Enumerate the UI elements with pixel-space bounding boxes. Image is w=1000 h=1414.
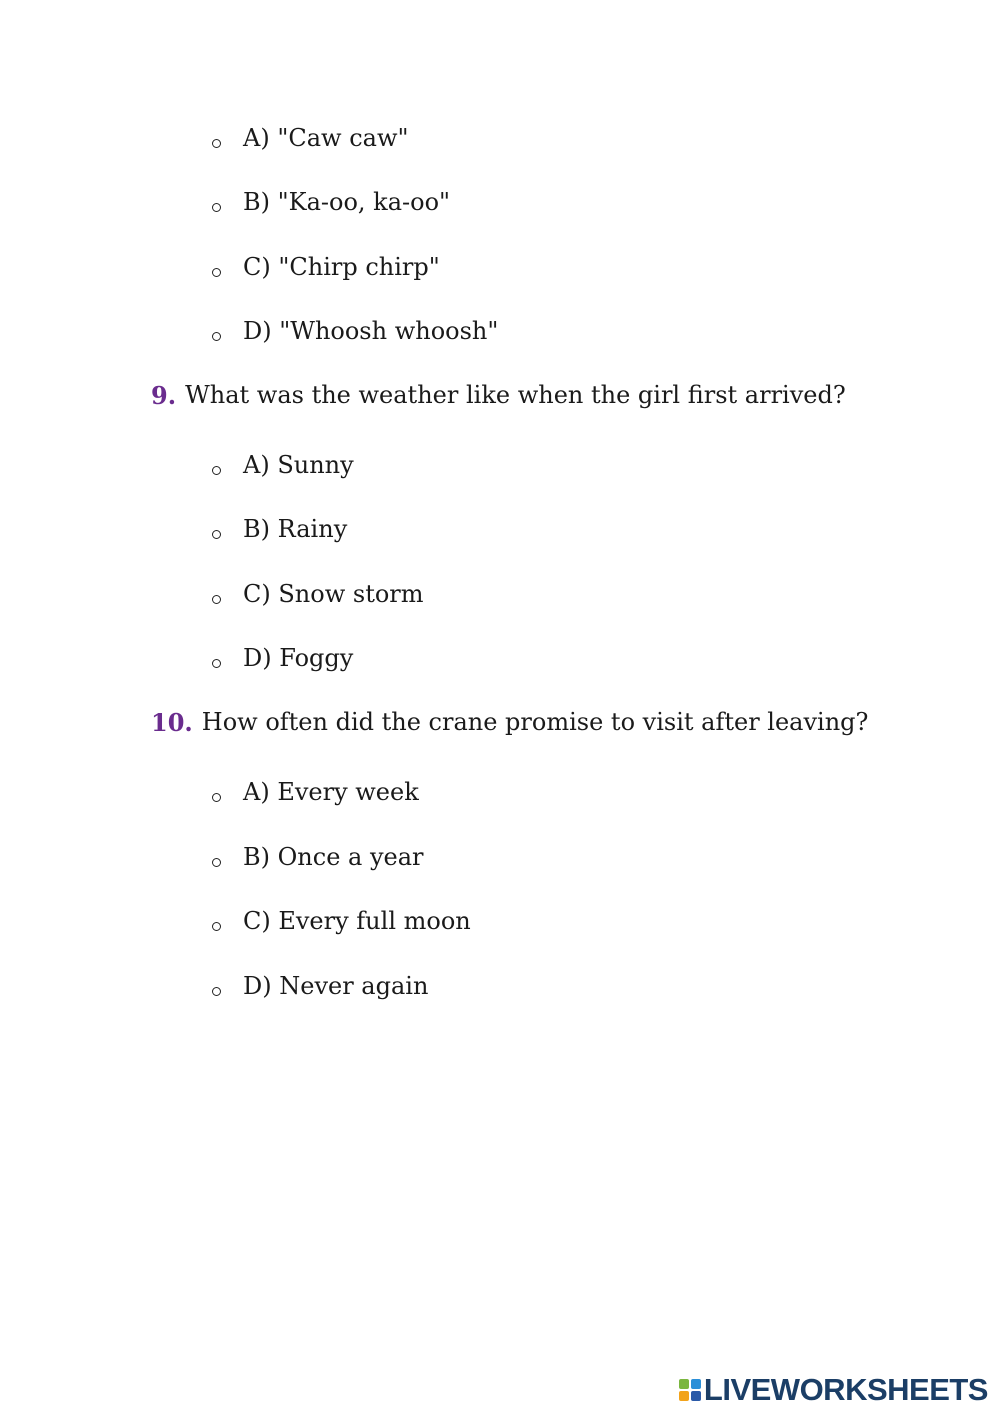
question-text: What was the weather like when the girl first arrived?	[185, 381, 846, 409]
option-label: C) Snow storm	[243, 580, 424, 608]
radio-bullet-icon[interactable]	[212, 332, 221, 341]
option-label: B) Once a year	[243, 843, 424, 871]
radio-bullet-icon[interactable]	[212, 858, 221, 867]
q8-option-b[interactable]	[212, 182, 450, 222]
q9-option-a[interactable]	[212, 445, 354, 485]
radio-bullet-icon[interactable]	[212, 922, 221, 931]
q8-option-d[interactable]	[212, 311, 498, 351]
option-label: A) Sunny	[243, 451, 354, 479]
option-label: D) Never again	[243, 972, 429, 1000]
radio-bullet-icon[interactable]	[212, 466, 221, 475]
radio-bullet-icon[interactable]	[212, 139, 221, 148]
q8-option-a[interactable]	[212, 118, 409, 158]
question-number: 9.	[151, 380, 177, 410]
radio-bullet-icon[interactable]	[212, 793, 221, 802]
question-text: How often did the crane promise to visit after leaving?	[201, 708, 869, 736]
q9-option-d[interactable]	[212, 638, 353, 678]
radio-bullet-icon[interactable]	[212, 268, 221, 277]
question-number: 10.	[151, 707, 193, 737]
q10-option-a[interactable]	[212, 772, 419, 812]
logo-tile	[691, 1391, 701, 1401]
logo-tile	[691, 1379, 701, 1389]
liveworksheets-logo-icon	[679, 1379, 701, 1401]
option-label: B) Rainy	[243, 515, 348, 543]
radio-bullet-icon[interactable]	[212, 203, 221, 212]
option-label: A) Every week	[243, 778, 419, 806]
q10-option-b[interactable]	[212, 837, 424, 877]
q8-option-c[interactable]	[212, 247, 440, 287]
q9-option-c[interactable]	[212, 574, 424, 614]
option-label: C) "Chirp chirp"	[243, 253, 440, 281]
radio-bullet-icon[interactable]	[212, 595, 221, 604]
radio-bullet-icon[interactable]	[212, 987, 221, 996]
logo-tile	[679, 1391, 689, 1401]
option-label: A) "Caw caw"	[243, 124, 409, 152]
radio-bullet-icon[interactable]	[212, 659, 221, 668]
logo-tile	[679, 1379, 689, 1389]
brand-name: LIVEWORKSHEETS	[703, 1372, 988, 1407]
radio-bullet-icon[interactable]	[212, 530, 221, 539]
liveworksheets-branding	[679, 1370, 988, 1410]
option-label: C) Every full moon	[243, 907, 471, 935]
option-label: B) "Ka-oo, ka-oo"	[243, 188, 451, 216]
question-10	[151, 702, 868, 742]
option-label: D) Foggy	[243, 644, 354, 672]
q9-option-b[interactable]	[212, 509, 347, 549]
q10-option-d[interactable]	[212, 966, 428, 1006]
option-label: D) "Whoosh whoosh"	[243, 317, 499, 345]
q10-option-c[interactable]	[212, 901, 471, 941]
question-9	[151, 375, 846, 415]
